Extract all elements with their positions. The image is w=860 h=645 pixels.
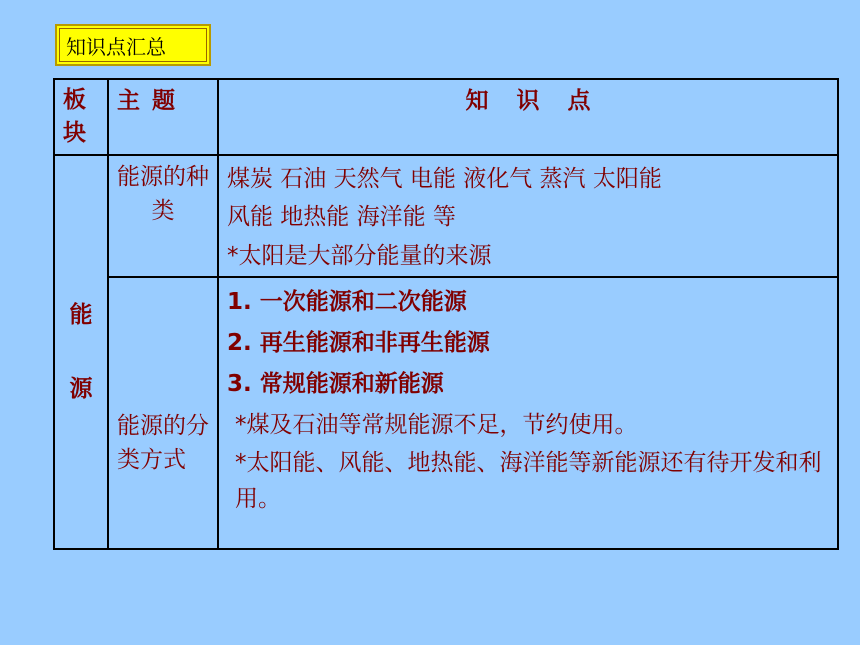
classification-item-3: 3. 常规能源和新能源 xyxy=(227,371,444,397)
header-points-cell: 知 识 点 xyxy=(218,79,838,155)
classification-item-1: 1. 一次能源和二次能源 xyxy=(227,289,467,315)
section-cell xyxy=(54,155,108,549)
energy-types-line-1: 煤炭 石油 天然气 电能 液化气 蒸汽 太阳能 xyxy=(227,166,662,192)
classification-note-2: *太阳能、风能、地热能、海洋能等新能源还有待开发和利用。 xyxy=(235,450,822,512)
table-row xyxy=(54,277,838,549)
classification-note-1: *煤及石油等常规能源不足，节约使用。 xyxy=(235,412,638,438)
energy-types-line-2: 风能 地热能 海洋能 等 xyxy=(227,204,456,230)
header-topic-cell: 主 题 xyxy=(108,79,218,155)
topic-cell: 能源的分类方式 xyxy=(108,277,218,549)
section-char-1: 能 xyxy=(69,302,93,328)
table-header-row xyxy=(54,79,838,155)
topic-cell: 能源的种类 xyxy=(108,155,218,277)
section-title: 知识点汇总 xyxy=(66,34,166,59)
header-section-cell: 板块 xyxy=(54,79,108,155)
section-char-2: 源 xyxy=(69,376,93,402)
points-cell xyxy=(218,277,838,549)
energy-note: *太阳是大部分能量的来源 xyxy=(227,243,492,269)
knowledge-table xyxy=(53,78,839,550)
section-title-box xyxy=(55,24,211,66)
classification-item-2: 2. 再生能源和非再生能源 xyxy=(227,330,490,356)
points-cell xyxy=(218,155,838,277)
table-row xyxy=(54,155,838,277)
